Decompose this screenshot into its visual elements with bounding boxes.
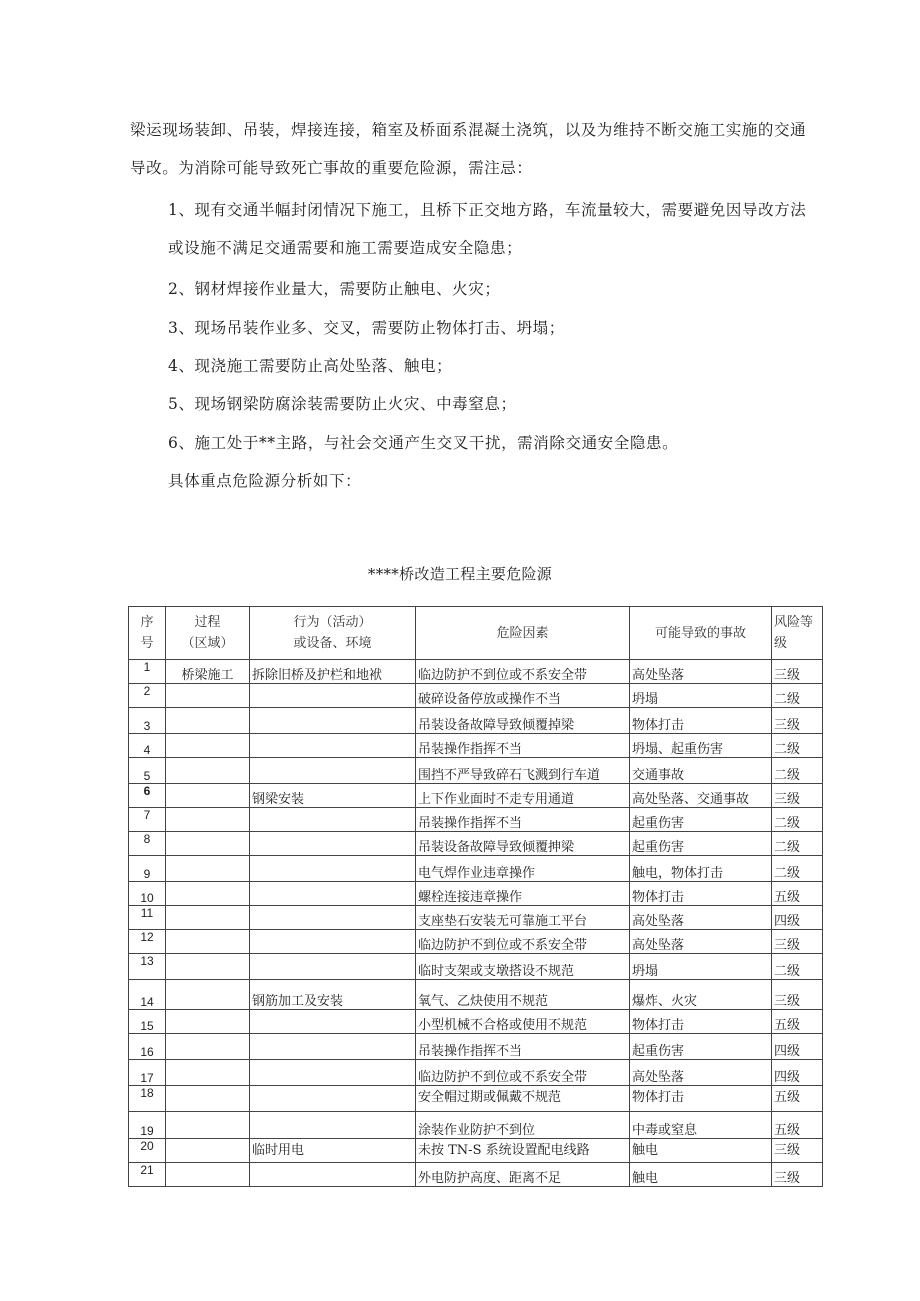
intro-paragraph: 梁运现场装卸、吊装，焊接连接，箱室及桥面系混凝土浇筑，以及为维持不断交施工实施的交通导改。为消除可能导致死亡事故的重要危险源，需注忌： bbox=[130, 121, 807, 177]
cell-accident: 高处坠落 bbox=[630, 1060, 772, 1086]
cell-hazard: 破碎设备停放或操作不当 bbox=[416, 684, 630, 708]
cell-risk: 二级 bbox=[772, 954, 823, 980]
cell-activity bbox=[250, 1010, 416, 1034]
cell-hazard: 螺栓连接违章操作 bbox=[416, 882, 630, 906]
cell-no: 20 bbox=[129, 1139, 166, 1163]
table-row bbox=[129, 1112, 823, 1139]
cell-no: 4 bbox=[129, 734, 166, 758]
hazard-item-5: 5、现场钢梁防腐涂装需要防止火灾、中毒窒息； bbox=[168, 395, 517, 413]
cell-risk: 三级 bbox=[772, 708, 823, 734]
cell-activity bbox=[250, 954, 416, 980]
cell-risk: 二级 bbox=[772, 808, 823, 832]
cell-no: 16 bbox=[129, 1034, 166, 1060]
cell-hazard: 小型机械不合格或使用不规范 bbox=[416, 1010, 630, 1034]
header-process: 过程 （区域） bbox=[166, 607, 250, 660]
cell-activity: 钢梁安装 bbox=[250, 784, 416, 808]
table-row bbox=[129, 1010, 823, 1034]
cell-no: 18 bbox=[129, 1086, 166, 1112]
cell-accident: 起重伤害 bbox=[630, 808, 772, 832]
table-row bbox=[129, 1139, 823, 1163]
cell-process bbox=[166, 980, 250, 1010]
table-header-row bbox=[129, 607, 823, 660]
cell-accident: 高处坠落 bbox=[630, 660, 772, 684]
cell-no: 12 bbox=[129, 930, 166, 954]
table-caption: ****桥改造工程主要危险源 bbox=[367, 565, 553, 583]
cell-activity: 临时用电 bbox=[250, 1139, 416, 1163]
hazard-table bbox=[128, 606, 823, 1187]
table-row bbox=[129, 882, 823, 906]
cell-activity bbox=[250, 1060, 416, 1086]
header-hazard: 危险因素 bbox=[416, 607, 630, 660]
table-row bbox=[129, 1034, 823, 1060]
cell-process bbox=[166, 1034, 250, 1060]
cell-process bbox=[166, 758, 250, 784]
cell-no: 15 bbox=[129, 1010, 166, 1034]
cell-no: 14 bbox=[129, 980, 166, 1010]
cell-no: 7 bbox=[129, 808, 166, 832]
cell-accident: 物体打击 bbox=[630, 708, 772, 734]
cell-hazard: 吊装设备故障导致倾覆抻梁 bbox=[416, 832, 630, 856]
cell-no: 13 bbox=[129, 954, 166, 980]
cell-accident: 物体打击 bbox=[630, 882, 772, 906]
table-row bbox=[129, 954, 823, 980]
cell-accident: 坍塌 bbox=[630, 954, 772, 980]
cell-no: 8 bbox=[129, 832, 166, 856]
cell-activity: 拆除旧桥及护栏和地袱 bbox=[250, 660, 416, 684]
cell-accident: 起重伤害 bbox=[630, 1034, 772, 1060]
cell-hazard: 围挡不严导致碎石飞溅到行车道 bbox=[416, 758, 630, 784]
cell-hazard: 临时支架或支墩搭设不规范 bbox=[416, 954, 630, 980]
cell-accident: 高处坠落、交通事故 bbox=[630, 784, 772, 808]
cell-accident: 高处坠落 bbox=[630, 906, 772, 930]
cell-risk: 四级 bbox=[772, 1034, 823, 1060]
cell-hazard: 临边防护不到位或不系安全带 bbox=[416, 660, 630, 684]
table-row bbox=[129, 1086, 823, 1112]
cell-activity bbox=[250, 1163, 416, 1187]
hazard-item-4: 4、现浇施工需要防止高处坠落、触电； bbox=[168, 357, 453, 375]
cell-risk: 五级 bbox=[772, 882, 823, 906]
cell-process bbox=[166, 808, 250, 832]
header-accident: 可能导致的事故 bbox=[630, 607, 772, 660]
cell-accident: 交通事故 bbox=[630, 758, 772, 784]
cell-activity bbox=[250, 734, 416, 758]
cell-accident: 物体打击 bbox=[630, 1010, 772, 1034]
cell-process bbox=[166, 832, 250, 856]
cell-hazard: 吊装操作指挥不当 bbox=[416, 734, 630, 758]
cell-no: 21 bbox=[129, 1163, 166, 1187]
cell-accident: 高处坠落 bbox=[630, 930, 772, 954]
cell-risk: 五级 bbox=[772, 1112, 823, 1139]
cell-process bbox=[166, 1163, 250, 1187]
cell-activity: 钢筋加工及安装 bbox=[250, 980, 416, 1010]
table-row bbox=[129, 784, 823, 808]
cell-no: 1 bbox=[129, 660, 166, 684]
table-body bbox=[129, 660, 823, 1187]
cell-process bbox=[166, 1010, 250, 1034]
cell-risk: 四级 bbox=[772, 906, 823, 930]
cell-hazard: 电气焊作业违章操作 bbox=[416, 856, 630, 882]
cell-accident: 触电 bbox=[630, 1163, 772, 1187]
cell-process bbox=[166, 954, 250, 980]
table-row bbox=[129, 1060, 823, 1086]
cell-accident: 中毒或窒息 bbox=[630, 1112, 772, 1139]
cell-activity bbox=[250, 684, 416, 708]
cell-process: 桥梁施工 bbox=[166, 660, 250, 684]
cell-accident: 触电，物体打击 bbox=[630, 856, 772, 882]
cell-hazard: 支座垫石安装无可靠施工平台 bbox=[416, 906, 630, 930]
cell-no: 6 bbox=[129, 784, 166, 808]
cell-activity bbox=[250, 808, 416, 832]
cell-risk: 二级 bbox=[772, 856, 823, 882]
cell-process bbox=[166, 1112, 250, 1139]
cell-hazard: 氧气、乙炔使用不规范 bbox=[416, 980, 630, 1010]
cell-hazard: 安全帽过期或佩戴不规范 bbox=[416, 1086, 630, 1112]
cell-process bbox=[166, 856, 250, 882]
cell-hazard: 临边防护不到位或不系安全带 bbox=[416, 1060, 630, 1086]
cell-no: 9 bbox=[129, 856, 166, 882]
cell-process bbox=[166, 882, 250, 906]
cell-process bbox=[166, 930, 250, 954]
cell-process bbox=[166, 684, 250, 708]
cell-activity bbox=[250, 832, 416, 856]
cell-no: 3 bbox=[129, 708, 166, 734]
cell-risk: 五级 bbox=[772, 1086, 823, 1112]
cell-activity bbox=[250, 856, 416, 882]
table-row bbox=[129, 832, 823, 856]
hazard-item-1: 1、现有交通半幅封闭情况下施工，且桥下正交地方路，车流量较大，需要避免因导改方法或设施不满足交通需要和施工需要造成安全隐患； bbox=[168, 201, 807, 257]
table-row bbox=[129, 808, 823, 832]
table-row bbox=[129, 856, 823, 882]
cell-process bbox=[166, 1086, 250, 1112]
cell-no: 10 bbox=[129, 882, 166, 906]
cell-hazard: 涂装作业防护不到位 bbox=[416, 1112, 630, 1139]
table-row bbox=[129, 980, 823, 1010]
table-row bbox=[129, 734, 823, 758]
table-row bbox=[129, 930, 823, 954]
cell-accident: 爆炸、火灾 bbox=[630, 980, 772, 1010]
cell-no: 5 bbox=[129, 758, 166, 784]
table-row bbox=[129, 708, 823, 734]
cell-risk: 二级 bbox=[772, 758, 823, 784]
cell-hazard: 上下作业面时不走专用通道 bbox=[416, 784, 630, 808]
table-row bbox=[129, 758, 823, 784]
cell-activity bbox=[250, 906, 416, 930]
cell-activity bbox=[250, 1086, 416, 1112]
cell-risk: 三级 bbox=[772, 980, 823, 1010]
summary-line: 具体重点危险源分析如下： bbox=[168, 472, 362, 490]
cell-risk: 三级 bbox=[772, 1139, 823, 1163]
hazard-item-6: 6、施工处于**主路，与社会交通产生交叉干扰，需消除交通安全隐患。 bbox=[168, 434, 679, 452]
cell-accident: 起重伤害 bbox=[630, 832, 772, 856]
cell-hazard: 外电防护高度、距离不足 bbox=[416, 1163, 630, 1187]
cell-risk: 四级 bbox=[772, 1060, 823, 1086]
cell-process bbox=[166, 708, 250, 734]
header-risk: 风险等 级 bbox=[772, 607, 823, 660]
cell-risk: 二级 bbox=[772, 832, 823, 856]
cell-hazard: 未按 TN-S 系统设置配电线路 bbox=[416, 1139, 630, 1163]
cell-process bbox=[166, 734, 250, 758]
cell-process bbox=[166, 784, 250, 808]
cell-risk: 二级 bbox=[772, 684, 823, 708]
cell-risk: 三级 bbox=[772, 784, 823, 808]
cell-process bbox=[166, 1060, 250, 1086]
cell-process bbox=[166, 1139, 250, 1163]
cell-hazard: 吊装操作指挥不当 bbox=[416, 808, 630, 832]
cell-risk: 二级 bbox=[772, 734, 823, 758]
cell-activity bbox=[250, 1112, 416, 1139]
cell-risk: 三级 bbox=[772, 930, 823, 954]
cell-no: 17 bbox=[129, 1060, 166, 1086]
cell-accident: 坍塌 bbox=[630, 684, 772, 708]
cell-activity bbox=[250, 930, 416, 954]
cell-activity bbox=[250, 1034, 416, 1060]
cell-no: 2 bbox=[129, 684, 166, 708]
header-seq: 序 号 bbox=[129, 607, 166, 660]
cell-no: 19 bbox=[129, 1112, 166, 1139]
cell-activity bbox=[250, 708, 416, 734]
cell-process bbox=[166, 906, 250, 930]
hazard-item-2: 2、钢材焊接作业量大，需要防止触电、火灾； bbox=[168, 280, 501, 298]
cell-risk: 三级 bbox=[772, 1163, 823, 1187]
cell-risk: 三级 bbox=[772, 660, 823, 684]
table-row bbox=[129, 906, 823, 930]
table-row bbox=[129, 660, 823, 684]
cell-activity bbox=[250, 882, 416, 906]
cell-risk: 五级 bbox=[772, 1010, 823, 1034]
cell-activity bbox=[250, 758, 416, 784]
cell-accident: 触电 bbox=[630, 1139, 772, 1163]
cell-hazard: 吊装操作指挥不当 bbox=[416, 1034, 630, 1060]
header-activity: 行为（活动） 或设备、环境 bbox=[250, 607, 416, 660]
cell-no: 11 bbox=[129, 906, 166, 930]
hazard-item-3: 3、现场吊装作业多、交叉，需要防止物体打击、坍塌； bbox=[168, 319, 565, 337]
cell-accident: 坍塌、起重伤害 bbox=[630, 734, 772, 758]
cell-hazard: 吊装设备故障导致倾覆掉梁 bbox=[416, 708, 630, 734]
table-row bbox=[129, 684, 823, 708]
cell-accident: 物体打击 bbox=[630, 1086, 772, 1112]
table-row bbox=[129, 1163, 823, 1187]
cell-hazard: 临边防护不到位或不系安全带 bbox=[416, 930, 630, 954]
